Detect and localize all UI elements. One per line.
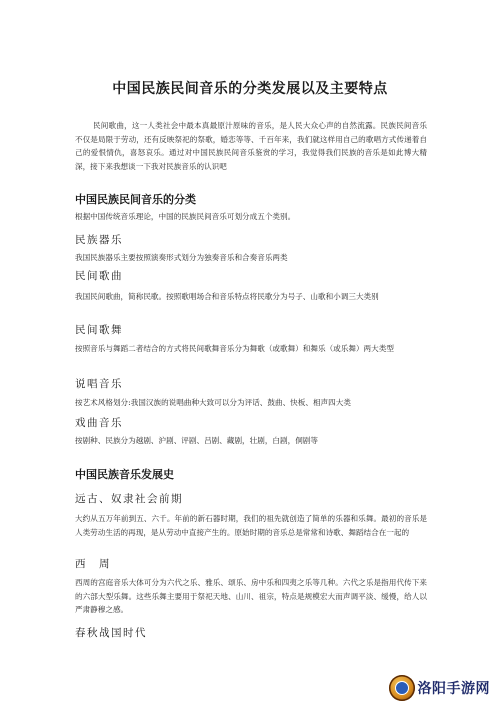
- subsection-text: 大约从五万年前到五、六千。年前的新石器时期，我们的祖先就创造了简单的乐器和乐舞。最初的音乐是人类劳动生活的再现，是从劳动中直接产生的。原始时期的音乐总是常常和诗歌、舞蹈结合在一起的: [75, 514, 427, 537]
- subsection-text: 按剧种、民族分为越剧、沪剧、评剧、吕剧、藏剧，壮剧，白剧，侗剧等: [75, 436, 318, 445]
- subsection-heading: 民族器乐: [75, 234, 123, 246]
- subsection-text: 西周的宫庭音乐大体可分为六代之乐、雅乐、颂乐、房中乐和四夷之乐等几种。六代之乐是指用代传下来的六部大型乐舞。这些乐舞主要用于祭祀天地、山川、祖宗，特点是规模宏大而声调平淡、缓慢，给人以严肃静穆之感。: [75, 578, 427, 614]
- subsection-text: 按艺术风格划分:我国汉族的说唱曲种大致可以分为评话、鼓曲、快板、相声四大类: [75, 398, 351, 407]
- subsection-text: 我国民间歌曲，简称民歌。按照歌唱场合和音乐特点将民歌分为号子、山歌和小调三大类别: [75, 292, 379, 301]
- subsection-heading: 远古、奴隶社会前期: [75, 493, 183, 505]
- subsection-heading: 西 周: [75, 558, 111, 570]
- subsection-heading: 民间歌舞: [75, 324, 123, 336]
- section-intro: 根据中国传统音乐理论，中国的民族民间音乐可划分成五个类别。: [75, 212, 296, 221]
- subsection-heading: 戏曲音乐: [75, 417, 123, 429]
- document-title: 中国民族民间音乐的分类发展以及主要特点: [112, 81, 388, 97]
- subsection-heading: 说唱音乐: [75, 378, 123, 390]
- watermark-text: 洛阳手游网: [417, 681, 490, 697]
- subsection-heading: 民间歌曲: [75, 270, 123, 282]
- watermark-logo-icon: [389, 675, 415, 701]
- intro-paragraph: 民间歌曲，这一人类社会中最本真最原汁原味的音乐，是人民大众心声的自然流露。民族民间音乐不仅是局限于劳动，还有反映祭祀的祭歌，婚恋等等、千百年来，我们就这样用自己的歌唱方式传递着自己的爱恨情仇，喜怒哀乐。通过对中国民族民间音乐鉴赏的学习，我觉得我们民族的音乐是如此博大精深，接下来我想谈一下我对民族音乐的认识吧: [75, 121, 427, 171]
- section-heading-history: 中国民族音乐发展史: [75, 468, 174, 481]
- watermark: [372, 674, 490, 702]
- subsection-text: 我国民族器乐主要按照演奏形式划分为独奏音乐和合奏音乐两类: [75, 253, 288, 262]
- section-heading-classification: 中国民族民间音乐的分类: [75, 193, 196, 206]
- subsection-text: 按照音乐与舞蹈二者结合的方式将民间歌舞音乐分为舞歌（或歌舞）和舞乐（或乐舞）两大类型: [75, 344, 394, 353]
- subsection-heading: 春秋战国时代: [75, 627, 147, 639]
